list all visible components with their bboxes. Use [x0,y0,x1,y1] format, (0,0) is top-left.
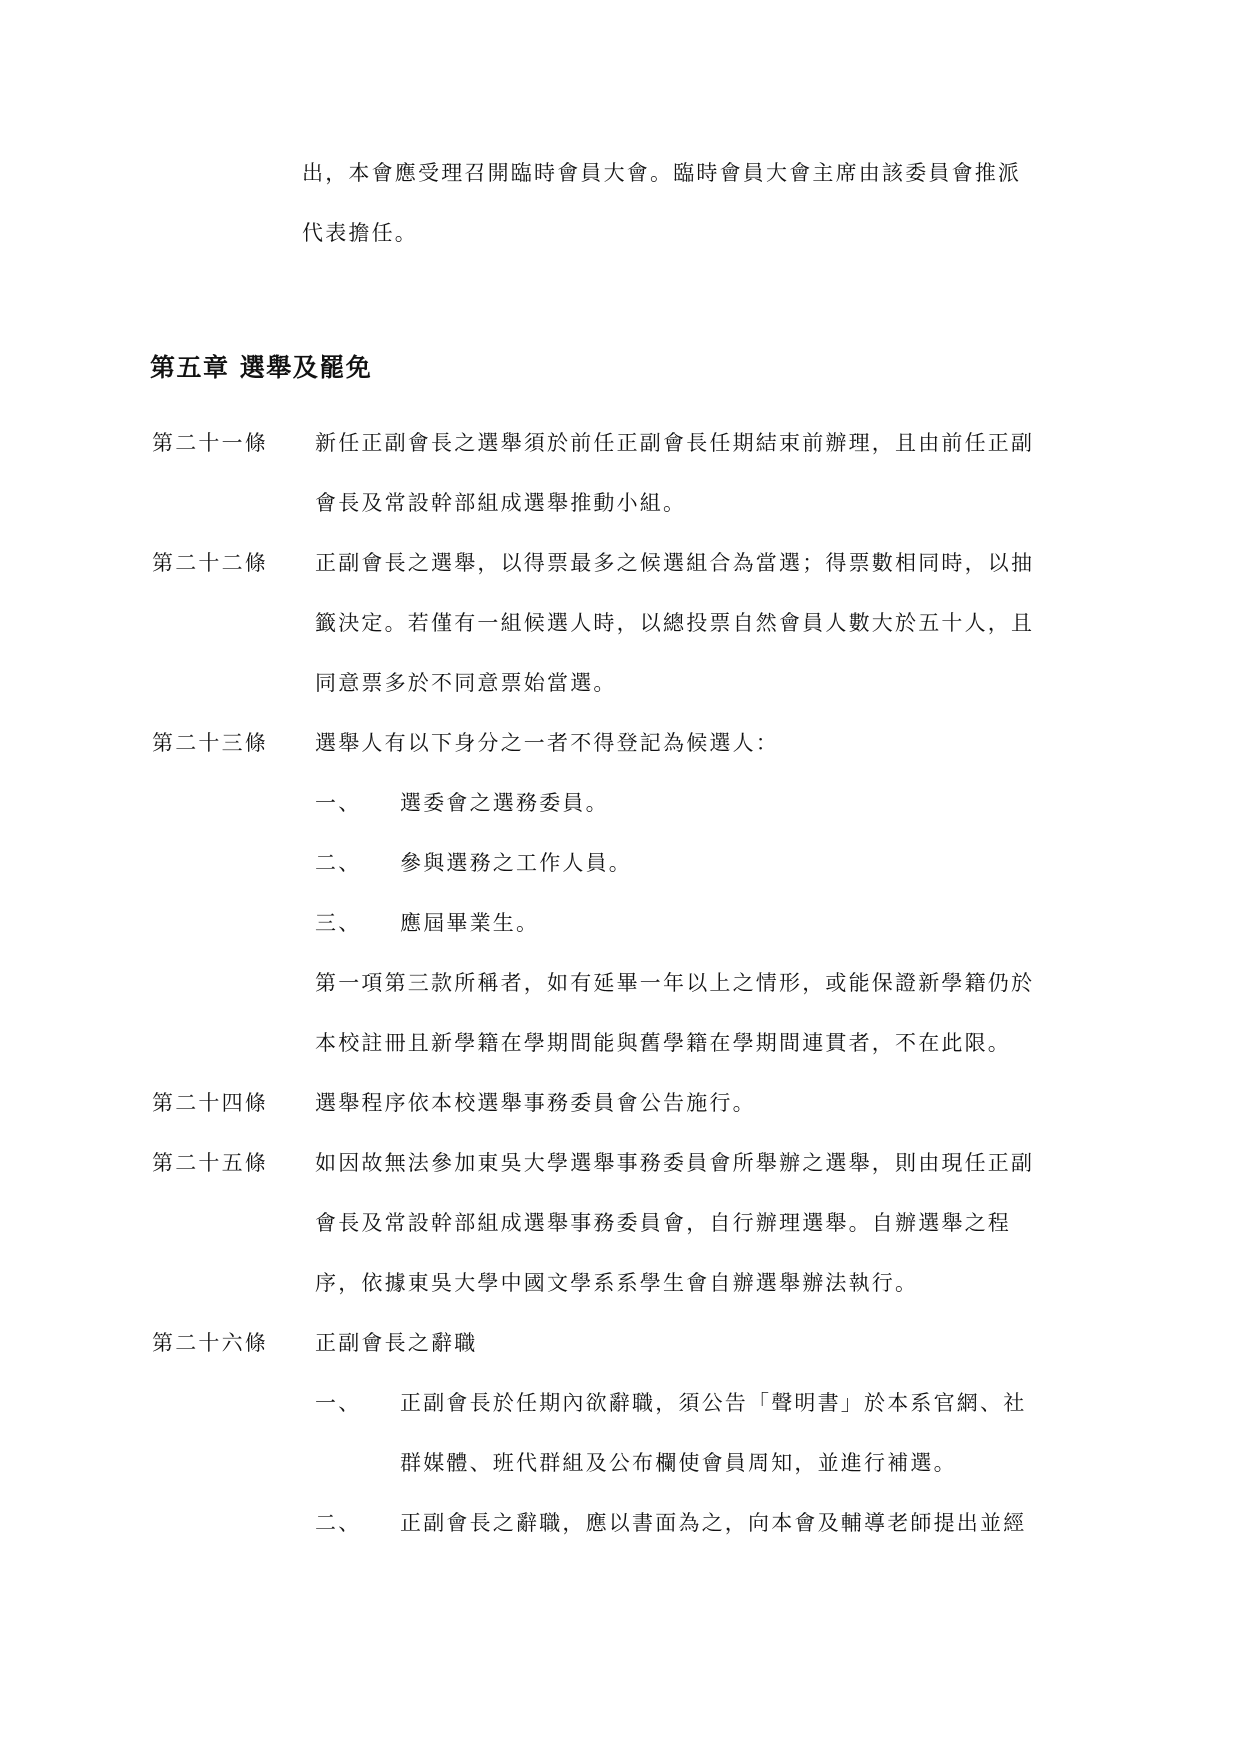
article-23-item-1-text: 選委會之選務委員。 [400,791,609,815]
article-25-label: 第二十五條 [152,1151,268,1175]
article-21-label: 第二十一條 [152,431,268,455]
article-23-item-3-text: 應屆畢業生。 [400,911,540,935]
intro-line-1: 出，本會應受理召開臨時會員大會。臨時會員大會主席由該委員會推派 [302,161,1022,185]
article-26-label: 第二十六條 [152,1331,268,1355]
article-21-line-1: 新任正副會長之選舉須於前任正副會長任期結束前辦理，且由前任正副 [315,431,1035,455]
article-23-label: 第二十三條 [152,731,268,755]
article-26-item-1-line-1: 正副會長於任期內欲辭職，須公告「聲明書」於本系官網、社 [400,1391,1027,1415]
article-23-item-2-number: 二、 [315,851,362,875]
article-26-item-2-number: 二、 [315,1511,362,1535]
article-23-item-1-number: 一、 [315,791,362,815]
article-26-item-1-number: 一、 [315,1391,362,1415]
article-23-line-1: 選舉人有以下身分之一者不得登記為候選人： [315,731,779,755]
article-22-line-2: 籤決定。若僅有一組候選人時，以總投票自然會員人數大於五十人，且 [315,611,1035,635]
intro-line-2: 代表擔任。 [302,221,418,245]
article-22-line-1: 正副會長之選舉，以得票最多之候選組合為當選；得票數相同時，以抽 [315,551,1035,575]
article-25-line-3: 序，依據東吳大學中國文學系系學生會自辦選舉辦法執行。 [315,1271,919,1295]
article-22-label: 第二十二條 [152,551,268,575]
article-23-item-3-number: 三、 [315,911,362,935]
article-25-line-1: 如因故無法參加東吳大學選舉事務委員會所舉辦之選舉，則由現任正副 [315,1151,1035,1175]
article-23-item-2-text: 參與選務之工作人員。 [400,851,632,875]
chapter-heading: 第五章 選舉及罷免 [150,353,373,382]
article-26-line-1: 正副會長之辭職 [315,1331,478,1355]
article-24-label: 第二十四條 [152,1091,268,1115]
article-26-item-1-line-2: 群媒體、班代群組及公布欄使會員周知，並進行補選。 [400,1451,957,1475]
article-21-line-2: 會長及常設幹部組成選舉推動小組。 [315,491,687,515]
article-22-line-3: 同意票多於不同意票始當選。 [315,671,617,695]
article-23-note-line-1: 第一項第三款所稱者，如有延畢一年以上之情形，或能保證新學籍仍於 [315,971,1035,995]
article-24-line-1: 選舉程序依本校選舉事務委員會公告施行。 [315,1091,756,1115]
article-26-item-2-line-1: 正副會長之辭職，應以書面為之，向本會及輔導老師提出並經 [400,1511,1027,1535]
article-23-note-line-2: 本校註冊且新學籍在學期間能與舊學籍在學期間連貫者，不在此限。 [315,1031,1011,1055]
article-25-line-2: 會長及常設幹部組成選舉事務委員會，自行辦理選舉。自辦選舉之程 [315,1211,1011,1235]
